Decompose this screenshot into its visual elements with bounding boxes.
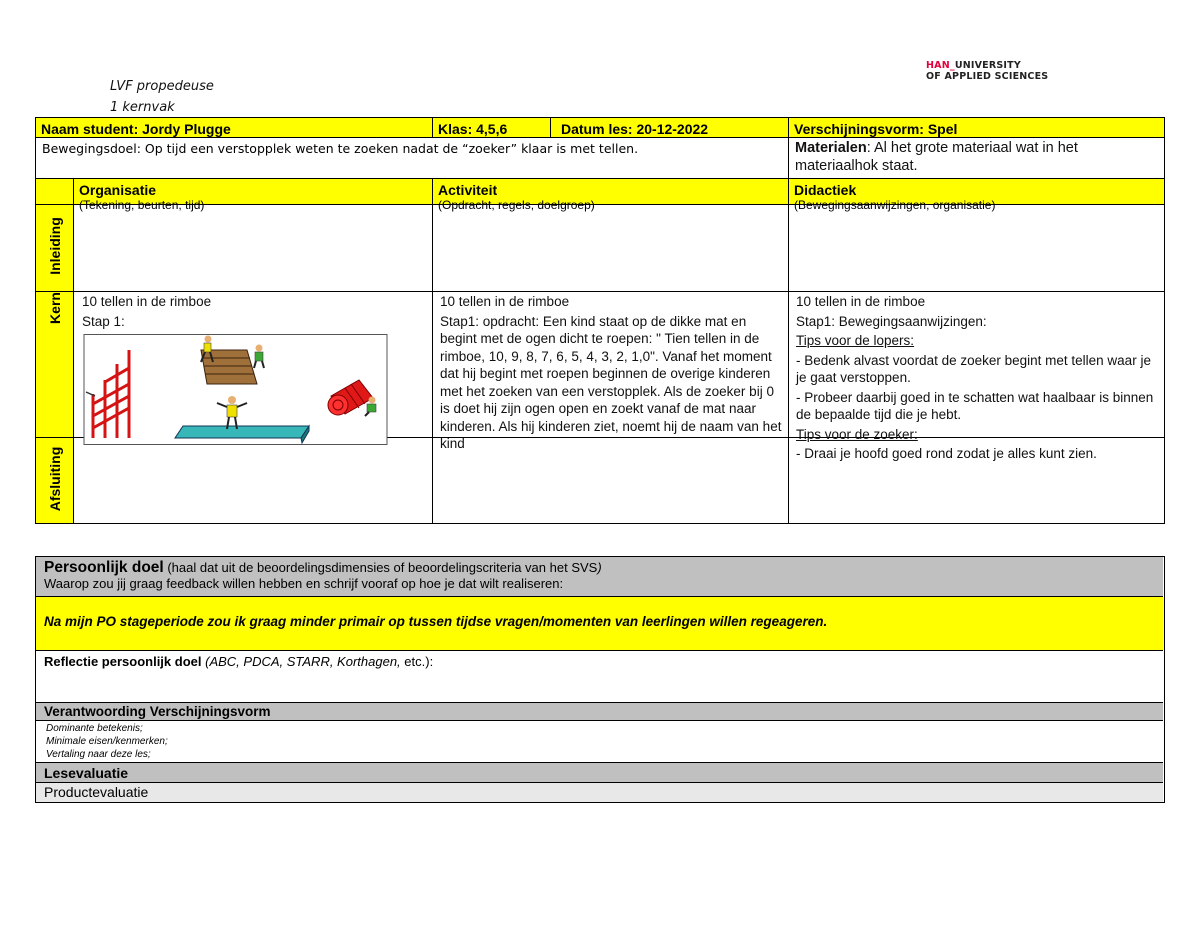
kern-organisatie [74, 292, 433, 438]
kern-act-title: 10 tellen in de rimboe [440, 294, 570, 309]
personal-goal-table [35, 556, 1165, 803]
han-logo: HAN_UNIVERSITY OF APPLIED SCIENCES [926, 60, 1049, 82]
materials [789, 138, 1164, 179]
row-inleiding-header [36, 205, 74, 292]
row-afsluiting-label: Afsluiting [47, 446, 63, 512]
personal-goal-note-close: ) [597, 560, 602, 575]
kern-did-step: Stap1: Bewegingsaanwijzingen: [796, 313, 987, 329]
class-field: Klas: 4,5,6 [433, 118, 551, 138]
header-course: LVF propedeuse [110, 79, 214, 94]
row-kern-label: Kern [47, 292, 63, 324]
col-didactiek-sub: (Bewegingsaanwijzingen, organisatie) [794, 198, 996, 212]
col-organisatie-sub: (Tekening, beurten, tijd) [79, 198, 205, 212]
materials-text: : Al het grote materiaal wat in het materiaalhok staat. [795, 140, 1078, 174]
kern-act-text: Stap1: opdracht: Een kind staat op de dikke mat en begint met de ogen dicht te roepen: " Tien tellen in de rimboe, 10, 9, 8, 7, 6, 5, 4, 3, 2, 1,0". Vanaf het moment dat hij begint met roepen beginnen de overige kinderen met het zoeken van een verstopplek. Als de zoeker bij 0 is doet hij zijn ogen open en zoekt vanaf de mat naar kinderen. Als hij kinderen ziet, noemt hij de naam van het kind [440, 313, 782, 451]
kern-didactiek [789, 292, 1164, 461]
movement-goal-text: Op tijd een verstopplek weten te zoeken nadat de “zoeker” klaar is met tellen. [144, 141, 639, 156]
reflection-note: (ABC, PDCA, STARR, Korthagen, [201, 654, 401, 669]
kern-org-title: 10 tellen in de rimboe [82, 294, 212, 309]
student-name: Naam student: Jordy Plugge [36, 118, 433, 138]
movement-goal-label: Bewegingsdoel: [42, 141, 145, 156]
movement-goal [36, 138, 789, 179]
appearance-form-field: Verschijningsvorm: Spel [789, 118, 1164, 138]
afsluiting-didactiek [789, 438, 1164, 523]
col-activiteit-sub: (Opdracht, regels, doelgroep) [438, 198, 595, 212]
tip-runners-1: - Bedenk alvast voordat de zoeker begint met tellen waar je je gaat verstoppen. [796, 352, 1151, 385]
col-activiteit [433, 179, 789, 212]
justification-items [36, 721, 1163, 763]
col-organisatie-label: Organisatie [79, 182, 157, 198]
reflection-label: Reflectie persoonlijk doel [44, 654, 202, 669]
tip-runners-2: - Probeer daarbij goed in te schatten wat haalbaar is binnen de bepaalde tijd die je hebt. [796, 389, 1154, 422]
inleiding-didactiek [789, 205, 1164, 292]
personal-goal-title: Persoonlijk doel [44, 559, 164, 576]
tips-runners-heading: Tips voor de lopers: [796, 333, 915, 348]
reflection [36, 651, 1163, 703]
personal-goal-header [36, 557, 1163, 597]
date-field: Datum les: 20-12-2022 [551, 118, 789, 138]
gym-hall-drawing [83, 334, 389, 438]
product-evaluation: Productevaluatie [36, 783, 1163, 802]
afsluiting-organisatie [74, 438, 433, 523]
col-didactiek-label: Didactiek [794, 182, 857, 198]
justification-dominant: Dominante betekenis; [46, 723, 143, 734]
col-activiteit-label: Activiteit [438, 182, 498, 198]
kern-did-title: 10 tellen in de rimboe [796, 294, 926, 309]
tips-seeker-heading: Tips voor de zoeker: [796, 426, 918, 442]
row-inleiding-label: Inleiding [47, 217, 63, 275]
corner-cell [36, 179, 74, 205]
row-afsluiting-header [36, 438, 74, 523]
reflection-end: etc.): [400, 654, 434, 669]
kern-org-step: Stap 1: [82, 313, 125, 329]
lesson-form-table [35, 117, 1165, 524]
col-didactiek [789, 179, 1164, 212]
inleiding-organisatie [74, 205, 433, 292]
col-organisatie [74, 179, 433, 212]
justification-requirements: Minimale eisen/kenmerken; [46, 736, 168, 747]
kern-activiteit [433, 292, 789, 451]
justification-heading: Verantwoording Verschijningsvorm [36, 703, 1163, 721]
inleiding-activiteit [433, 205, 789, 292]
lesson-evaluation-heading: Lesevaluatie [36, 763, 1163, 783]
personal-goal-text: Na mijn PO stageperiode zou ik graag minder primair op tussen tijdse vragen/momenten van leerlingen willen regeageren. [36, 597, 1163, 651]
justification-translation: Vertaling naar deze les; [46, 749, 151, 760]
vaulting-box [201, 350, 257, 384]
personal-goal-note: (haal dat uit de beoordelingsdimensies of beoordelingscriteria van het SVS [163, 560, 598, 575]
afsluiting-activiteit [433, 438, 789, 523]
materials-label: Materialen [795, 140, 867, 156]
tip-seeker-1: - Draai je hoofd goed rond zodat je alles kunt zien. [796, 446, 1097, 461]
row-kern-header [36, 292, 74, 438]
header-subject: 1 kernvak [110, 100, 175, 115]
personal-goal-question: Waarop zou jij graag feedback willen hebben en schrijf vooraf op hoe je dat wilt realiseren: [44, 576, 564, 591]
